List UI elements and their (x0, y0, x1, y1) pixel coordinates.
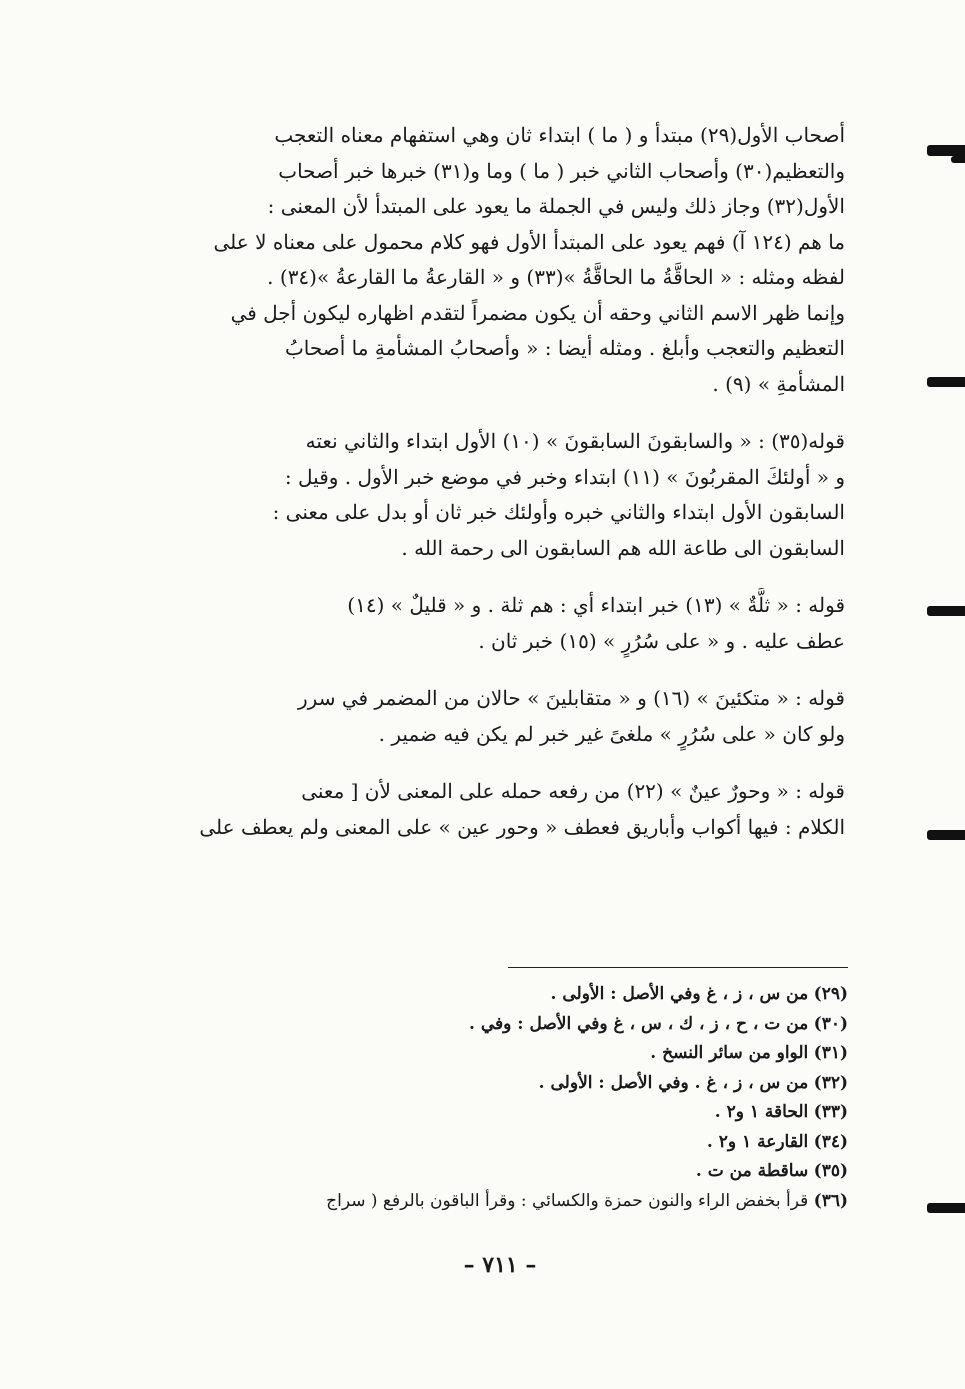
text-line: قوله(٣٥) : « والسابقونَ السابقونَ » (١٠) الأول ابتداء والثاني نعته (305, 429, 845, 453)
footnote-number: (٣٢) (813, 1072, 848, 1093)
footnote-text: قرأ بخفض الراء والنون حمزة والكسائي : وقرأ الباقون بالرفع ( سراج (326, 1190, 809, 1211)
footnote-number: (٣٠) (813, 1013, 848, 1034)
footnote-number: (٣٥) (813, 1161, 848, 1181)
text-line: ولو كان « على سُرُرٍ » ملغىً غير خبر لم يكن فيه ضمير . (378, 721, 845, 746)
scan-edge-mark (927, 606, 965, 616)
scan-edge-mark (927, 830, 965, 840)
main-text (130, 118, 845, 867)
footnote (130, 1098, 848, 1128)
text-line: عطف عليه . و « على سُرُرٍ » (١٥) خبر ثان . (478, 628, 845, 653)
footnote-text: ساقطة من ت . (695, 1161, 809, 1181)
paragraph (130, 588, 845, 659)
text-line: السابقون الى طاعة الله هم السابقون الى رحمة الله . (401, 535, 845, 560)
text-line: قوله : « متكئينَ » (١٦) و « متقابلينَ » حالان من المضمر في سرر (298, 686, 845, 710)
scan-edge-mark (951, 156, 965, 163)
footnote-text: الواو من سائر النسخ . (650, 1043, 809, 1063)
footnote-text: من ت ، ح ، ز ، ك ، س ، غ وفي الأصل : وفي . (469, 1013, 809, 1034)
text-line: و « أولئكَ المقربُونَ » (١١) ابتداء وخبر في موضع خبر الأول . وقيل : (284, 464, 845, 489)
paragraph (130, 681, 845, 752)
text-line: الأول(٣٢) وجاز ذلك وليس في الجملة ما يعود على المبتدأ لأن المعنى : (267, 194, 845, 218)
footnote (130, 1010, 848, 1040)
text-line: لفظه ومثله : « الحاقَّةُ ما الحاقَّةُ »(٣٣) و « القارعةُ ما القارعةُ »(٣٤) . (267, 265, 845, 289)
footnote-text: من س ، ز ، غ وفي الأصل : الأولى . (550, 984, 809, 1004)
text-line: الكلام : فيها أكواب وأباريق فعطف « وحور عين » على المعنى ولم يعطف على (199, 814, 845, 839)
footnotes (130, 980, 848, 1216)
footnote (130, 1069, 848, 1099)
text-line: المشأمةِ » (٩) . (712, 371, 845, 396)
paragraph (130, 424, 845, 566)
footnote-number: (٣٣) (813, 1102, 848, 1122)
paragraph (130, 118, 845, 402)
text-line: ما هم (١٢٤ آ) فهم يعود على المبتدأ الأول فهو كلام محمول على معناه لا على (213, 229, 845, 254)
footnote-divider (508, 967, 848, 968)
paragraph (130, 774, 845, 845)
scan-edge-mark (927, 1203, 965, 1213)
footnote (130, 1128, 848, 1158)
text-line: السابقون الأول ابتداء والثاني خبره وأولئك خبر ثان أو بدل على معنى : (272, 500, 845, 524)
text-line: أصحاب الأول(٢٩) مبتدأ و ( ما ) ابتداء ثان وهي استفهام معناه التعجب (274, 123, 845, 147)
scan-edge-mark (927, 377, 965, 387)
footnote-number: (٣٤) (813, 1131, 848, 1152)
footnote-text: من س ، ز ، غ . وفي الأصل : الأولى . (538, 1072, 809, 1093)
text-line: التعظيم والتعجب وأبلغ . ومثله أيضا : « وأصحابُ المشأمةِ ما أصحابُ (284, 336, 845, 360)
footnote-number: (٢٩) (813, 984, 848, 1004)
footnote (130, 1157, 848, 1187)
text-line: قوله : « وحورٌ عينٌ » (٢٢) من رفعه حمله على المعنى لأن [ معنى (301, 779, 845, 803)
footnote (130, 980, 848, 1010)
footnote-number: (٣١) (813, 1043, 848, 1063)
footnote-text: القارعة ١ و٢ . (706, 1131, 809, 1152)
text-line: وإنما ظهر الاسم الثاني وحقه أن يكون مضمراً لتقدم اظهاره ليكون أجل في (230, 300, 845, 325)
footnote (130, 1039, 848, 1069)
footnote-number: (٣٦) (813, 1190, 848, 1211)
scan-edge-mark (927, 145, 965, 156)
text-line: والتعظيم(٣٠) وأصحاب الثاني خبر ( ما ) وما و(٣١) خبرها خبر أصحاب (278, 158, 845, 183)
text-line: قوله : « ثلَّةٌ » (١٣) خبر ابتداء أي : هم ثلة . و « قليلٌ » (١٤) (347, 593, 845, 617)
footnote-text: الحاقة ١ و٢ . (714, 1102, 809, 1122)
page-number: – ٧١١ – (463, 1252, 537, 1278)
footnote (130, 1187, 848, 1217)
